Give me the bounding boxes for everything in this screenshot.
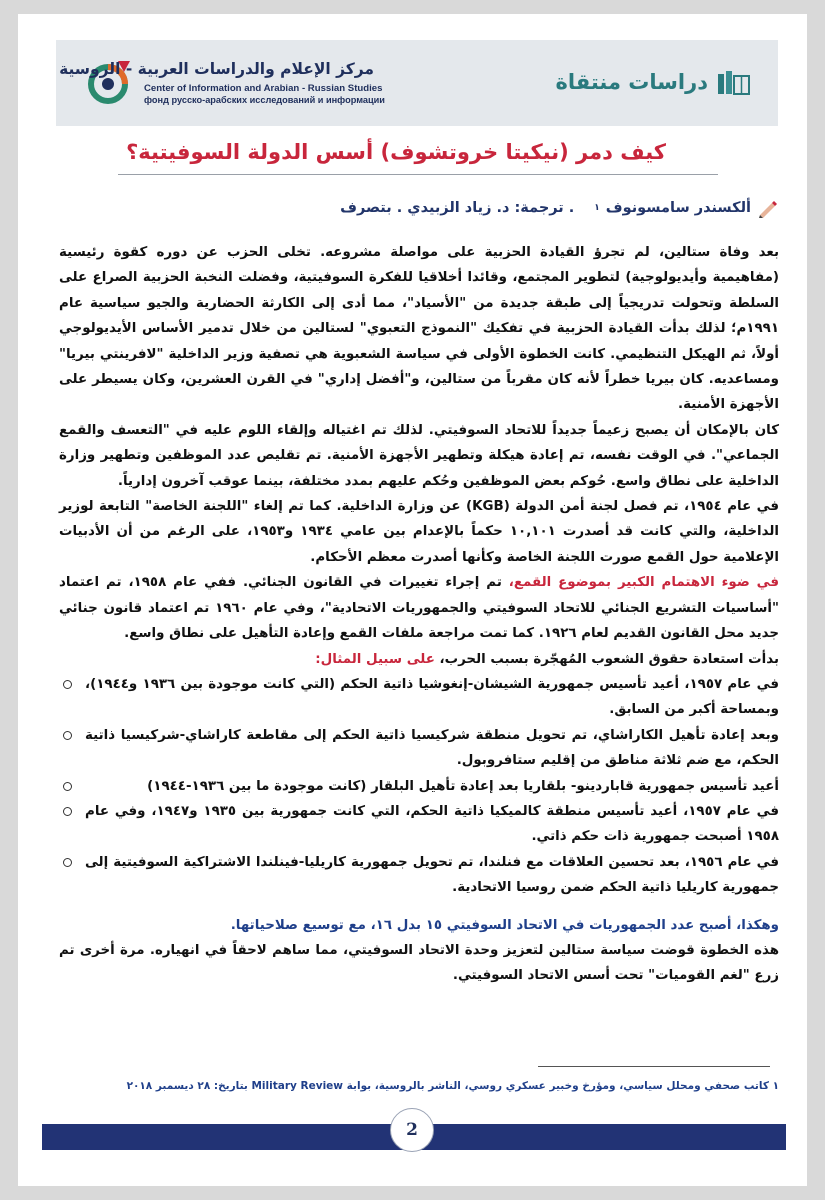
list-item-text: أعيد تأسيس جمهورية قاباردينو- بلقاريا بعد إعادة تأهيل البلقار (كانت موجودة ما بين ١٩٣٦-١٩٤٤) [147, 778, 779, 794]
article-title: كيف دمر (نيكيتا خروتشوف) أسس الدولة السوفيتية؟ [126, 140, 666, 164]
paragraph-1: بعد وفاة ستالين، لم تجرؤ القيادة الحزبية على مواصلة مشروعه. تخلى الحزب عن دوره كقوة رئيسية (مفاهيمية وأيديولوجية) لتطوير المجتمع، وقائدا أخلاقيا للفكرة السوفيتية، وفضلت النخبة الحزبية الصراع على السلطة وتحولت تدريجياً إلى طبقة جديدة من "الأسياد"، مما أدى إلى الكارثة الحضارية والجيو سياسية عام ١٩٩١م؛ لذلك بدأت القيادة الحزبية في تفكيك "النموذج التعبوي" لستالين من خلال تدمير الأساس الأيديولوجي أولاً، ثم الهيكل التنظيمي. كانت الخطوة الأولى في سياسة الشعبوية هي تصفية وزير الداخلية "لافرينتي بيريا" ومساعديه. كان بيريا خطراً لأنه كان مقرباً من ستالين، و"أفضل إداري" في القرن العشرين، وكان يسيطر على الأجهزة الأمنية. [59, 245, 779, 413]
paragraph-5-text: بدأت استعادة حقوق الشعوب المُهجّرة بسبب الحرب، [434, 651, 779, 667]
conclusion: هذه الخطوة قوضت سياسة ستالين لتعزيز وحدة الاتحاد السوفيتي، مما ساهم لاحقاً في انهياره. مرة أخرى تم زرع "لغم القوميات" تحت أسس الاتحاد السوفيتي. [59, 942, 779, 984]
center-name-ar: مركز الإعلام والدراسات العربية - الروسية [59, 60, 374, 78]
series-label: دراسات منتقاة [555, 70, 708, 94]
paragraph-4-rest: تم إجراء تغييرات في القانون الجنائي. ففي عام ١٩٥٨، تم اعتماد "أساسيات التشريع الجنائي للاتحاد السوفيتي والجمهوريات الاتحادية"، وفي عام ١٩٦٠ تم اعتماد قانون جنائي جديد محل القانون القديم لعام ١٩٢٦. كما تمت مراجعة ملفات القمع وإعادة التأهيل على نطاق واسع. [59, 575, 779, 642]
paragraph-5-lead: على سبيل المثال: [315, 651, 435, 667]
footnote-divider [538, 1066, 770, 1067]
author-footnote-ref: ١ [594, 203, 600, 213]
author-name: ألكسندر سامسونوف [605, 200, 751, 216]
translator: . ترجمة: د. زياد الزبيدي . بتصرف [340, 200, 575, 216]
conclusion-highlight: وهكذا، أصبح عدد الجمهوريات في الاتحاد السوفيتي ١٥ بدل ١٦، مع توسيع صلاحياتها. [230, 917, 779, 933]
footnote: ١ كاتب صحفي ومحلل سياسي، ومؤرخ وخبير عسكري روسي، الناشر بالروسية، بوابة Military Review بتاريخ: ٢٨ ديسمبر ٢٠١٨ [126, 1080, 779, 1092]
center-name-ru: фонд русско-арабских исследований и информации [144, 95, 385, 105]
list-item [59, 723, 779, 774]
header-band [56, 40, 778, 126]
books-icon [716, 68, 752, 96]
paragraph-4-lead: في ضوء الاهتمام الكبير بموضوع القمع، [508, 575, 779, 591]
paragraph-3: في عام ١٩٥٤، تم فصل لجنة أمن الدولة (KGB) عن وزارة الداخلية. كما تم إلغاء "اللجنة الخاصة" التابعة لوزير الداخلية، والتي كانت قد أصدرت ١٠,١٠١ حكماً بالإعدام بين عامي ١٩٣٤ و١٩٥٣، على الرغم من أن الأدبيات الإعلامية حول القمع صورت اللجنة الخاصة وكأنها أصدرت معظم الأحكام. [59, 499, 779, 565]
list-item [59, 799, 779, 850]
list-item [59, 850, 779, 901]
page-number: 2 [390, 1108, 434, 1152]
circle-bullet-icon [63, 680, 72, 689]
center-brand [59, 54, 385, 114]
center-name-en: Center of Information and Arabian - Russian Studies [144, 83, 383, 94]
pen-icon [757, 198, 779, 218]
circle-bullet-icon [63, 858, 72, 867]
circle-bullet-icon [63, 731, 72, 740]
list-item-text: وبعد إعادة تأهيل الكاراشاي، تم تحويل منطقة شركيسيا ذاتية الحكم إلى مقاطعة كاراشاي-شركيسيا ذاتية الحكم، مع ضم ثلاثة مناطق من إقليم ستافروبول. [85, 727, 779, 769]
series-brand [555, 62, 752, 102]
title-divider [118, 174, 718, 175]
circle-bullet-icon [63, 782, 72, 791]
article-body [59, 240, 779, 989]
circle-bullet-icon [63, 807, 72, 816]
list-item [59, 672, 779, 723]
list-item-text: في عام ١٩٥٧، أعيد تأسيس جمهورية الشيشان-إنغوشيا ذاتية الحكم (التي كانت موجودة بين ١٩٣٦ و١٩٤٤)، وبمساحة أكبر من السابق. [85, 676, 779, 718]
paragraph-4 [59, 570, 779, 646]
list-item-text: في عام ١٩٥٧، أعيد تأسيس منطقة كالميكيا ذاتية الحكم، التي كانت جمهورية بين ١٩٣٥ و١٩٤٧، وفي عام ١٩٥٨ أصبحت جمهورية ذات حكم ذاتي. [85, 803, 779, 845]
paragraph-5 [59, 647, 779, 672]
republics-list [59, 672, 779, 901]
paragraph-2: كان بالإمكان أن يصبح زعيماً جديداً للاتحاد السوفيتي. لذلك تم اغتياله وإلقاء اللوم عليه في "التعسف والقمع الجماعي". في الوقت نفسه، تم إعادة هيكلة وتطهير الأجهزة الأمنية. تم تقليص عدد الموظفين وتطهير وزارة الداخلية على نطاق واسع. حُوكم بعض الموظفين وحُكم عليهم بمدد مختلفة، بينما عوقب آخرون إدارياً. [59, 422, 779, 489]
list-item-text: في عام ١٩٥٦، بعد تحسين العلاقات مع فنلندا، تم تحويل جمهورية كاريليا-فينلندا الاشتراكية السوفيتية إلى جمهورية كاريليا ذاتية الحكم ضمن روسيا الاتحادية. [85, 854, 779, 896]
byline [59, 198, 779, 218]
list-item [59, 774, 779, 799]
document-page [18, 14, 807, 1186]
